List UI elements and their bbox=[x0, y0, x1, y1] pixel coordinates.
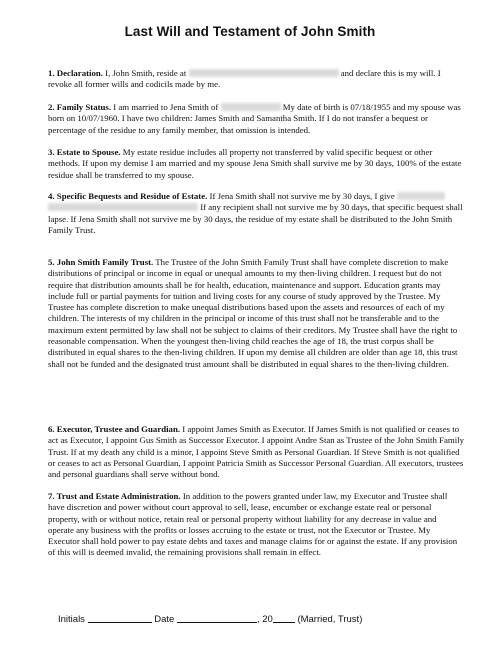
section-text: If any recipient shall not survive me by 30 days, that specific bequest shall lapse. If Jena Smith shall not survive me by 30 days, the residue of my estate shall be distributed to the John Smith Family Trust. bbox=[48, 202, 463, 235]
year-blank[interactable] bbox=[273, 613, 295, 623]
section-family-trust bbox=[48, 257, 464, 370]
date-label: Date bbox=[154, 614, 175, 625]
section-heading: 6. Executor, Trustee and Guardian. bbox=[48, 424, 181, 434]
section-declaration bbox=[48, 68, 464, 91]
section-text: I am married to Jena Smith of bbox=[111, 102, 219, 112]
section-heading: 1. Declaration. bbox=[48, 68, 103, 78]
section-text: I appoint James Smith as Executor. If James Smith is not qualified or ceases to act as Executor, I appoint Gus Smith as Successor Executor. I appoint Andre Stan as Trustee of the John Smith Family Trust. If at my death any child is a minor, I appoint Steve Smith as Personal Guardian. If Steve Smith is not qualified or ceases to act as Personal Guardian, I appoint Patricia Smith as Successor Personal Guardian. All executors, trustees and personal guardians shall serve without bond. bbox=[48, 424, 464, 480]
section-executor-trustee-guardian bbox=[48, 424, 464, 480]
document-title: Last Will and Testament of John Smith bbox=[124, 24, 376, 39]
section-text: and declare this is my will. I revoke all former wills and codicils made by me. bbox=[48, 68, 441, 90]
date-blank[interactable] bbox=[177, 613, 257, 623]
redacted-bequest bbox=[48, 203, 198, 211]
redacted-bequest bbox=[397, 192, 445, 200]
initials-footer bbox=[58, 613, 362, 625]
section-heading: 2. Family Status. bbox=[48, 102, 112, 112]
section-text: I, John Smith, reside at bbox=[102, 68, 187, 78]
section-family-status bbox=[48, 102, 464, 136]
section-text: My date of birth is 07/18/1955 and my spouse was born on 10/07/1960. I have two children: James Smith and Samantha Smith. If I do not transfer a bequest or percentage of the residue to any family member, that omission is intended. bbox=[48, 102, 461, 135]
section-text: The Trustee of the John Smith Family Trust shall have complete discretion to make distributions of principal or income in equal or unequal amounts to my then-living children. I request but do not require that distribution amounts shall be for health, education, maintenance and support. Education grants may include full or partial payments for tuition and living costs for any course of study approved by the Trustee. My Trustee has complete discretion to make unequal distributions based upon the assets and resources of each of my children. The interests of my children in the principal or income of this trust shall not be transferable and to the maximum extent permitted by law shall not be subject to claims of their creditors. My Trustee shall have the right to reasonable compensation. When the youngest then-living child reaches the age of 18, the trust corpus shall be distributed in equal shares to the then-living children. If upon my demise all children are older than age 18, this trust shall not be funded and the designated trust amount shall be distributed in equal shares to the then-living children. bbox=[48, 257, 458, 369]
section-heading: 3. Estate to Spouse. bbox=[48, 147, 121, 157]
section-heading: 4. Specific Bequests and Residue of Estate. bbox=[48, 191, 208, 201]
redacted-address bbox=[189, 69, 339, 77]
section-heading: 5. John Smith Family Trust. bbox=[48, 257, 154, 267]
initials-blank[interactable] bbox=[88, 613, 152, 623]
year-prefix: , 20 bbox=[256, 614, 273, 625]
redacted-location bbox=[221, 103, 281, 111]
section-text: In addition to the powers granted under law, my Executor and Trustee shall have discretion and power without court approval to sell, lease, encumber or exchange estate real or personal property, with or without notice, retain real or personal property without liability for any decrease in value and operate any business with the profits or losses accruing to the estate or trust, not the Executor or Trustee. My Executor shall hold power to pay estate debts and taxes and manage claims for or against the estate. If any provision of this will is deemed invalid, the remaining provisions shall remain in effect. bbox=[48, 491, 458, 558]
section-estate-to-spouse bbox=[48, 147, 464, 181]
section-text: If Jena Smith shall not survive me by 30 days, I give bbox=[207, 191, 395, 201]
footer-suffix: (Married, Trust) bbox=[297, 614, 363, 625]
section-text: My estate residue includes all property not transferred by valid specific bequest or other methods. If upon my demise I am married and my spouse Jena Smith shall survive me by 30 days, 100% of the estate residue shall be transferred to my spouse. bbox=[48, 147, 462, 180]
section-trust-administration bbox=[48, 491, 464, 559]
initials-label: Initials bbox=[58, 614, 85, 625]
section-specific-bequests bbox=[48, 191, 464, 236]
section-heading: 7. Trust and Estate Administration. bbox=[48, 491, 181, 501]
